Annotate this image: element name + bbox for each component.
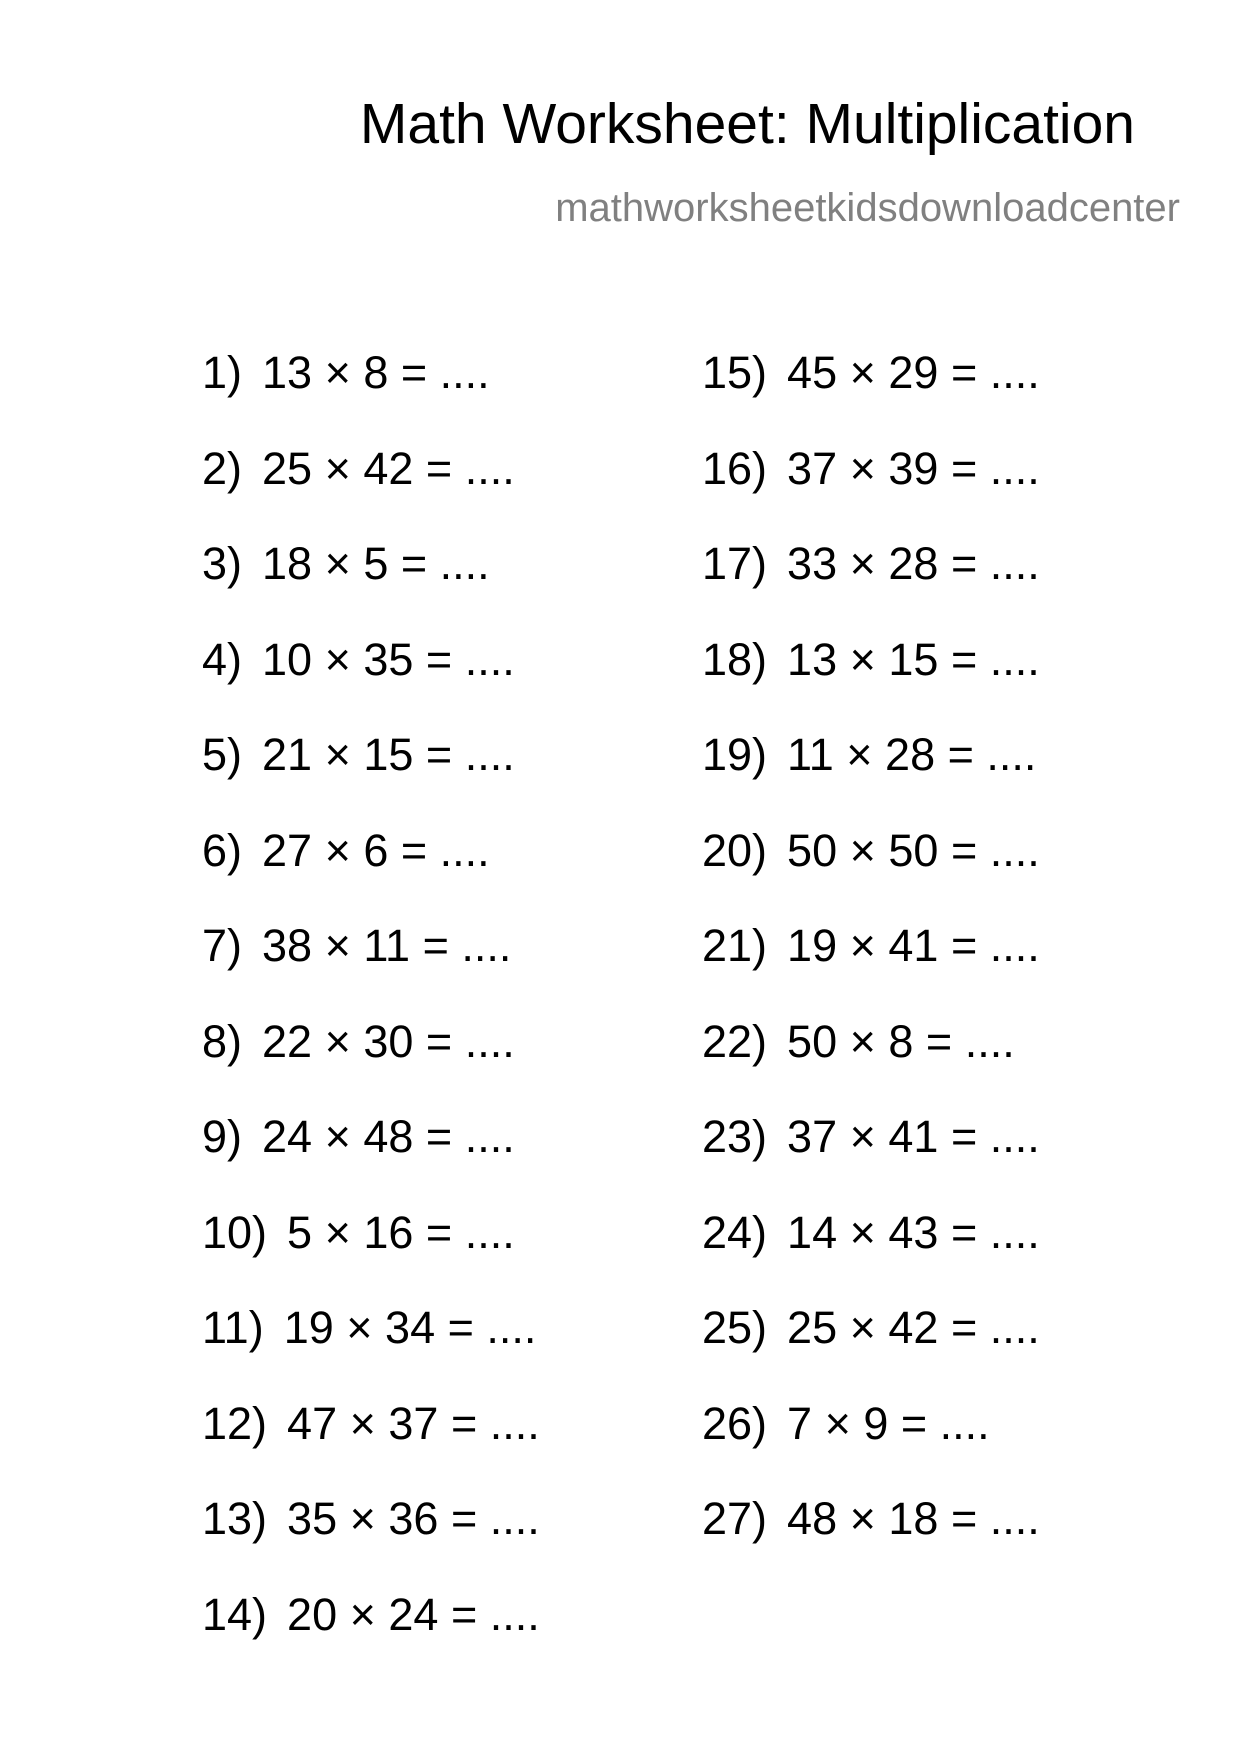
problem-expression: 25 × 42 = .... xyxy=(787,1302,1040,1353)
problem-number: 20) xyxy=(702,824,768,876)
problem-number: 13) xyxy=(202,1493,268,1544)
problem-item xyxy=(702,633,1040,733)
problem-item xyxy=(702,538,1040,637)
problem-expression: 48 × 18 = .... xyxy=(787,1493,1040,1544)
problem-number: 4) xyxy=(202,633,243,685)
problem-item xyxy=(702,1493,1040,1592)
problem-expression: 14 × 43 = .... xyxy=(787,1206,1040,1258)
problem-item xyxy=(202,1111,540,1210)
problem-item xyxy=(702,729,1040,828)
problem-item xyxy=(202,538,540,637)
problem-expression: 19 × 34 = .... xyxy=(283,1302,537,1353)
problem-expression: 13 × 15 = .... xyxy=(787,633,1040,685)
problem-number: 16) xyxy=(702,442,768,494)
problem-item xyxy=(702,347,1040,446)
problem-number: 25) xyxy=(702,1302,768,1353)
problem-expression: 10 × 35 = .... xyxy=(262,633,515,685)
problem-expression: 20 × 24 = .... xyxy=(287,1588,540,1640)
problem-item xyxy=(202,1015,540,1115)
problem-item xyxy=(202,1302,540,1401)
problem-number: 18) xyxy=(702,633,768,685)
problem-item xyxy=(702,824,1040,924)
problem-expression: 21 × 15 = .... xyxy=(262,729,515,780)
problem-number: 5) xyxy=(202,729,243,780)
problem-list-left xyxy=(202,347,540,1687)
problem-expression: 22 × 30 = .... xyxy=(262,1015,515,1067)
problem-number: 10) xyxy=(202,1206,268,1258)
problem-expression: 33 × 28 = .... xyxy=(787,538,1040,589)
problem-expression: 50 × 50 = .... xyxy=(787,824,1040,876)
problem-item xyxy=(202,1397,540,1497)
problem-item xyxy=(702,1206,1040,1306)
problem-expression: 47 × 37 = .... xyxy=(287,1397,540,1449)
problem-item xyxy=(702,442,1040,542)
problem-number: 15) xyxy=(702,347,768,398)
page-title: Math Worksheet: Multiplication xyxy=(359,92,1135,156)
problem-number: 23) xyxy=(702,1111,768,1162)
problem-number: 11) xyxy=(202,1302,264,1353)
problem-item xyxy=(202,633,540,733)
problem-expression: 45 × 29 = .... xyxy=(787,347,1040,398)
problem-number: 27) xyxy=(702,1493,768,1544)
problem-expression: 38 × 11 = .... xyxy=(262,920,512,971)
problem-number: 1) xyxy=(202,347,243,398)
problem-number: 26) xyxy=(702,1397,768,1449)
problem-expression: 18 × 5 = .... xyxy=(262,538,490,589)
page-subtitle: mathworksheetkidsdownloadcenter xyxy=(555,186,1180,230)
problem-item xyxy=(202,1206,540,1306)
problem-expression: 11 × 28 = .... xyxy=(787,729,1037,780)
problem-item xyxy=(202,347,540,446)
problem-expression: 27 × 6 = .... xyxy=(262,824,490,876)
problem-expression: 37 × 41 = .... xyxy=(787,1111,1040,1162)
problem-number: 2) xyxy=(202,442,243,494)
problem-number: 9) xyxy=(202,1111,243,1162)
problem-item xyxy=(702,1015,1040,1115)
problem-expression: 7 × 9 = .... xyxy=(787,1397,990,1449)
problem-number: 19) xyxy=(702,729,768,780)
problem-number: 3) xyxy=(202,538,243,589)
problem-expression: 25 × 42 = .... xyxy=(262,442,515,494)
problem-expression: 50 × 8 = .... xyxy=(787,1015,1015,1067)
problem-number: 14) xyxy=(202,1588,268,1640)
problem-expression: 24 × 48 = .... xyxy=(262,1111,515,1162)
problem-number: 8) xyxy=(202,1015,243,1067)
problem-item xyxy=(202,729,540,828)
problem-number: 24) xyxy=(702,1206,768,1258)
problem-expression: 5 × 16 = .... xyxy=(287,1206,515,1258)
problem-list-right xyxy=(702,347,1040,1592)
problem-item xyxy=(202,920,540,1019)
problem-number: 17) xyxy=(702,538,768,589)
problem-item xyxy=(702,1397,1040,1497)
problem-number: 7) xyxy=(202,920,243,971)
problem-number: 22) xyxy=(702,1015,768,1067)
problem-item xyxy=(702,1111,1040,1210)
problem-item xyxy=(202,824,540,924)
problem-number: 12) xyxy=(202,1397,268,1449)
problem-expression: 35 × 36 = .... xyxy=(287,1493,540,1544)
problem-expression: 37 × 39 = .... xyxy=(787,442,1040,494)
problem-item xyxy=(702,920,1040,1019)
problem-item xyxy=(202,1493,540,1592)
problem-expression: 19 × 41 = .... xyxy=(787,920,1040,971)
problem-item xyxy=(202,442,540,542)
problem-item xyxy=(702,1302,1040,1401)
problem-number: 6) xyxy=(202,824,243,876)
problem-item xyxy=(202,1588,540,1688)
problem-number: 21) xyxy=(702,920,768,971)
problem-expression: 13 × 8 = .... xyxy=(262,347,490,398)
